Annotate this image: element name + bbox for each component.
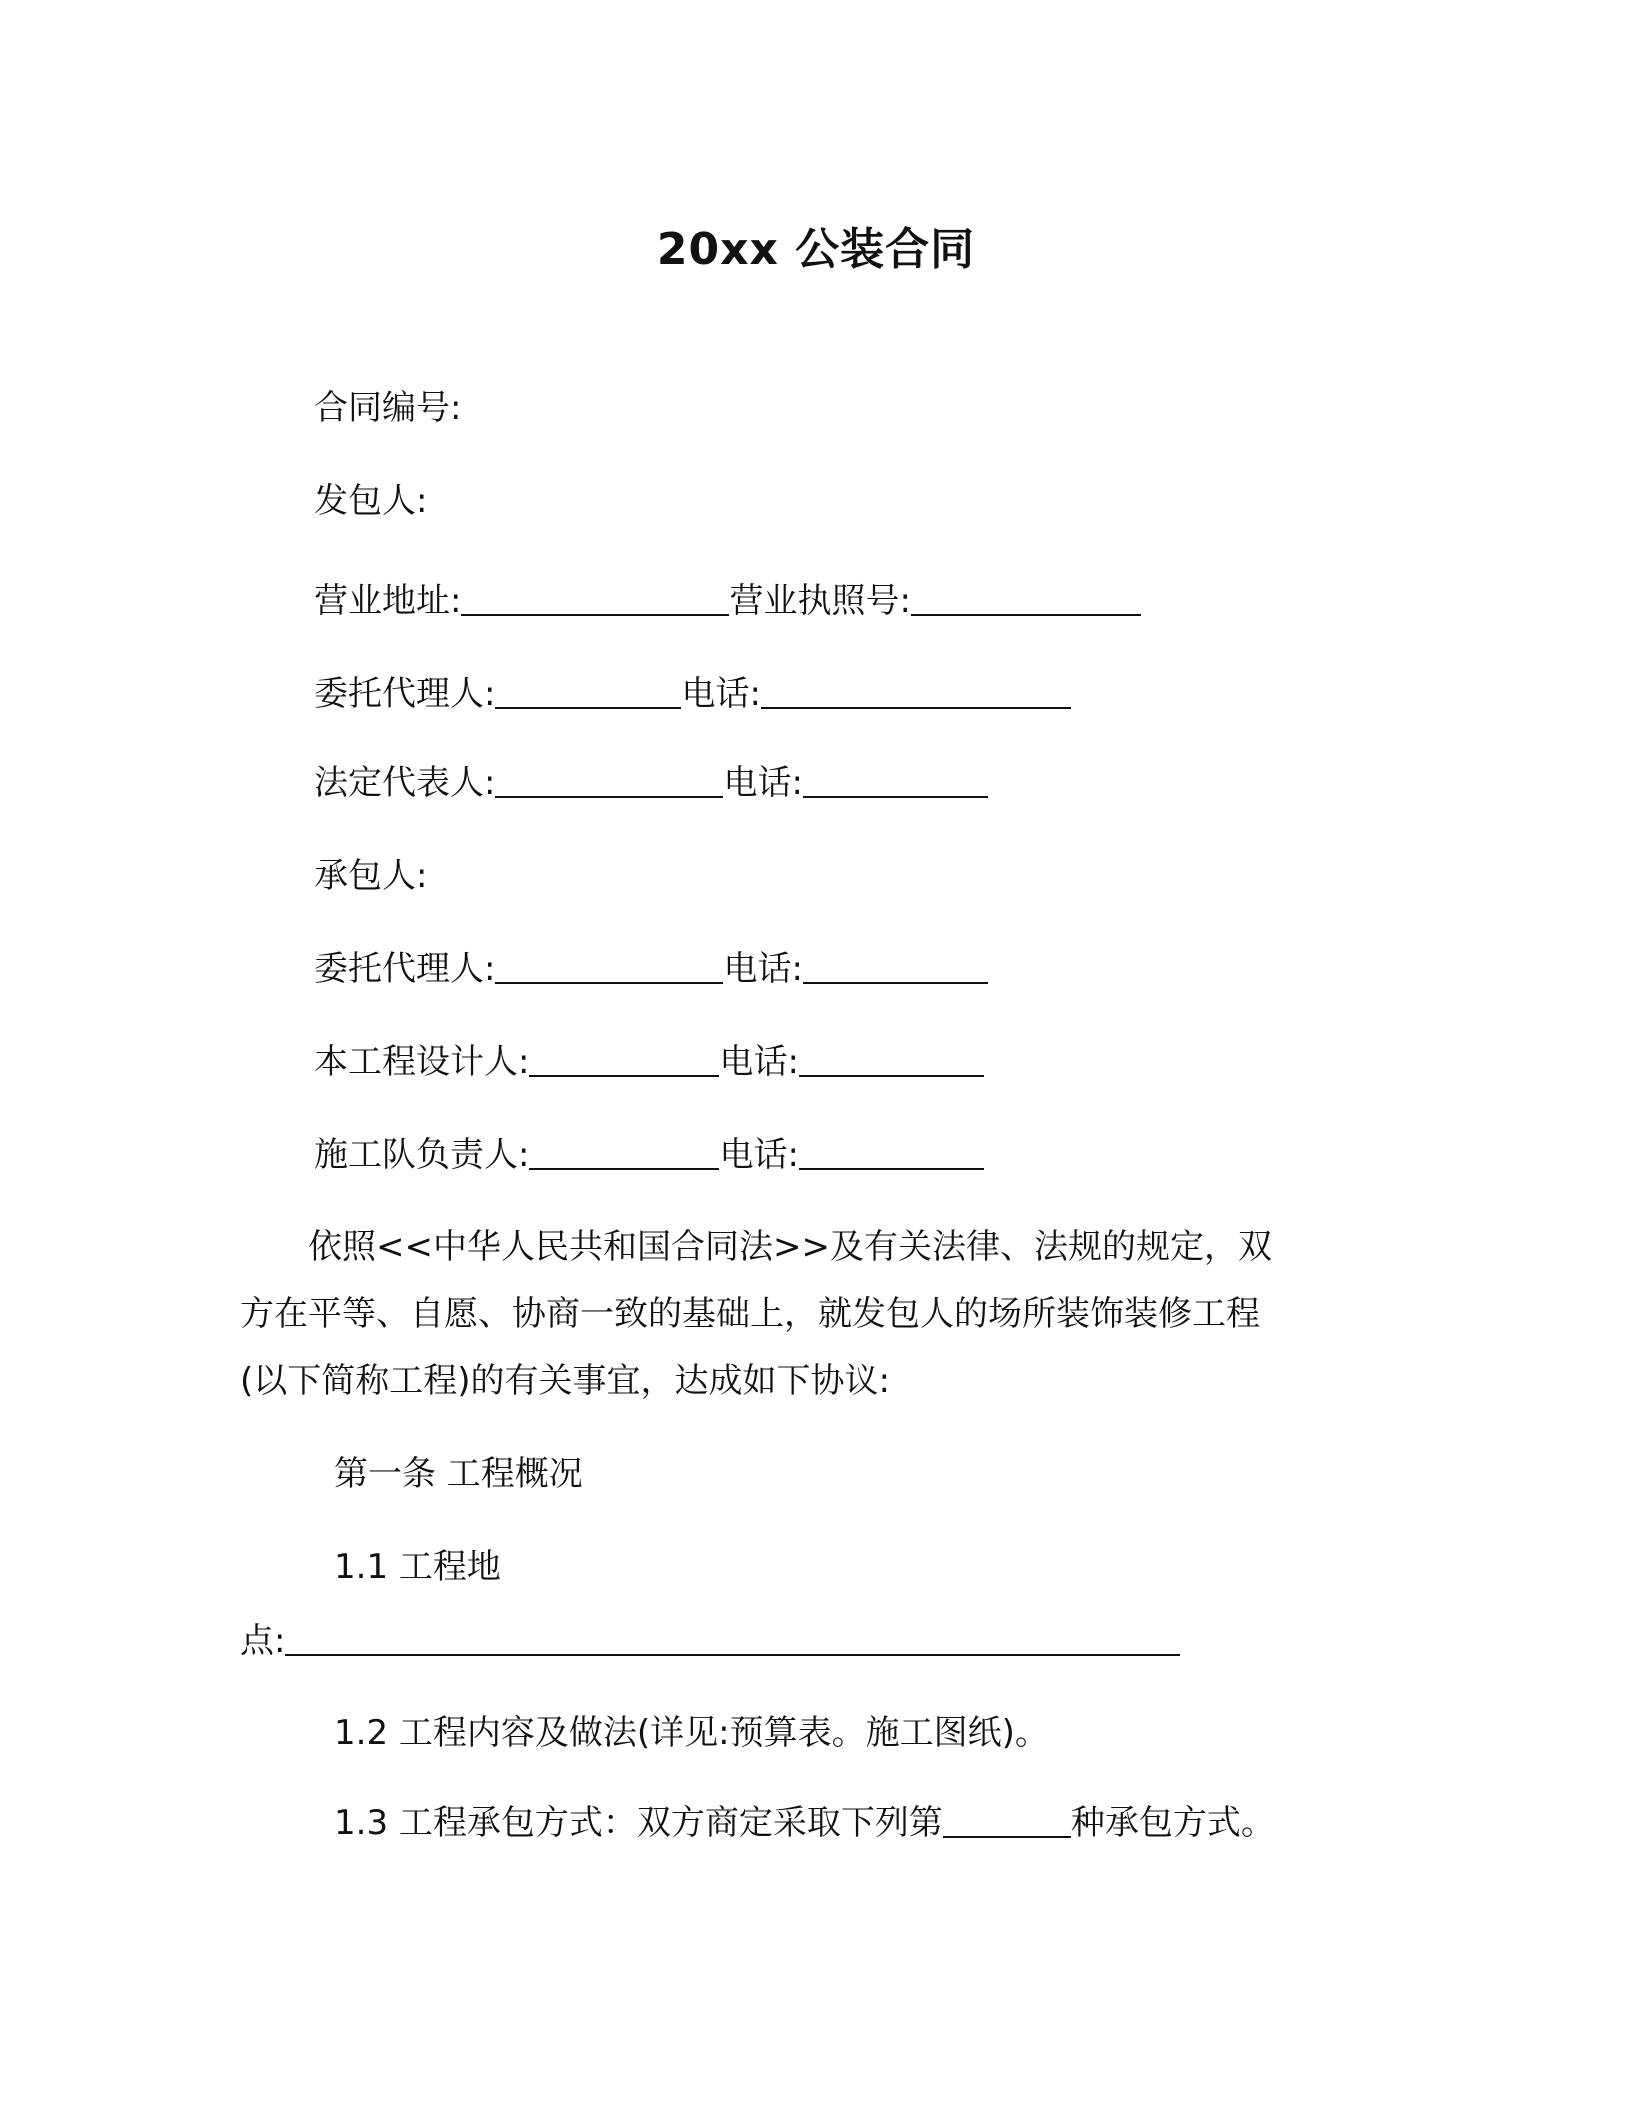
agent-blank-2 bbox=[495, 952, 723, 984]
phone-label-3: 电话: bbox=[723, 949, 803, 989]
project-location-blank bbox=[285, 1624, 1180, 1656]
team-leader-blank bbox=[529, 1138, 719, 1170]
clause-1-1-line-2 bbox=[240, 1618, 1180, 1664]
designer-blank bbox=[529, 1045, 719, 1077]
phone-blank-4 bbox=[799, 1045, 984, 1077]
contractor-field bbox=[314, 853, 427, 899]
preamble-paragraph bbox=[240, 1214, 1370, 1415]
contract-method-blank bbox=[943, 1806, 1071, 1838]
agent-row-1 bbox=[314, 671, 1071, 717]
preamble-line-3: (以下简称工程)的有关事宜，达成如下协议: bbox=[240, 1361, 890, 1401]
legal-rep-row bbox=[314, 760, 988, 806]
phone-label-4: 电话: bbox=[719, 1042, 799, 1082]
clause-1-1-label: 点: bbox=[240, 1621, 286, 1661]
agent-label-2: 委托代理人: bbox=[314, 949, 496, 989]
clause-1-3-text-a: 1.3 工程承包方式：双方商定采取下列第 bbox=[334, 1803, 943, 1843]
phone-label-5: 电话: bbox=[719, 1135, 799, 1175]
license-number-label: 营业执照号: bbox=[729, 581, 911, 621]
designer-label: 本工程设计人: bbox=[314, 1042, 530, 1082]
team-leader-row bbox=[314, 1132, 984, 1178]
business-address-label: 营业地址: bbox=[314, 581, 462, 621]
license-number-blank bbox=[911, 584, 1141, 616]
phone-blank-1 bbox=[761, 677, 1071, 709]
phone-label-2: 电话: bbox=[723, 763, 803, 803]
phone-label-1: 电话: bbox=[681, 674, 761, 714]
phone-blank-5 bbox=[799, 1138, 984, 1170]
preamble-line-2: 方在平等、自愿、协商一致的基础上，就发包人的场所装饰装修工程 bbox=[240, 1294, 1260, 1334]
legal-rep-blank bbox=[495, 766, 723, 798]
designer-row bbox=[314, 1039, 984, 1085]
clause-1-3 bbox=[334, 1800, 1275, 1846]
agent-label-1: 委托代理人: bbox=[314, 674, 496, 714]
business-address-blank bbox=[461, 584, 729, 616]
phone-blank-2 bbox=[803, 766, 988, 798]
preamble-line-1: 依照<<中华人民共和国合同法>>及有关法律、法规的规定，双 bbox=[240, 1227, 1272, 1267]
agent-row-2 bbox=[314, 946, 988, 992]
document-title: 20xx 公装合同 bbox=[656, 224, 976, 275]
agent-blank-1 bbox=[495, 677, 681, 709]
employer-field bbox=[314, 478, 427, 524]
employer-label: 发包人: bbox=[314, 481, 428, 521]
clause-1-2: 1.2 工程内容及做法(详见:预算表。施工图纸)。 bbox=[334, 1713, 1049, 1753]
contractor-label: 承包人: bbox=[314, 856, 428, 896]
clause-1-1-line-1: 1.1 工程地 bbox=[334, 1547, 501, 1587]
phone-blank-3 bbox=[803, 952, 988, 984]
contract-number-field bbox=[314, 385, 461, 431]
contract-number-label: 合同编号: bbox=[314, 388, 462, 428]
article-1-heading: 第一条 工程概况 bbox=[334, 1454, 583, 1494]
team-leader-label: 施工队负责人: bbox=[314, 1135, 530, 1175]
clause-1-3-text-b: 种承包方式。 bbox=[1070, 1803, 1275, 1843]
business-address-row bbox=[314, 578, 1141, 624]
legal-rep-label: 法定代表人: bbox=[314, 763, 496, 803]
